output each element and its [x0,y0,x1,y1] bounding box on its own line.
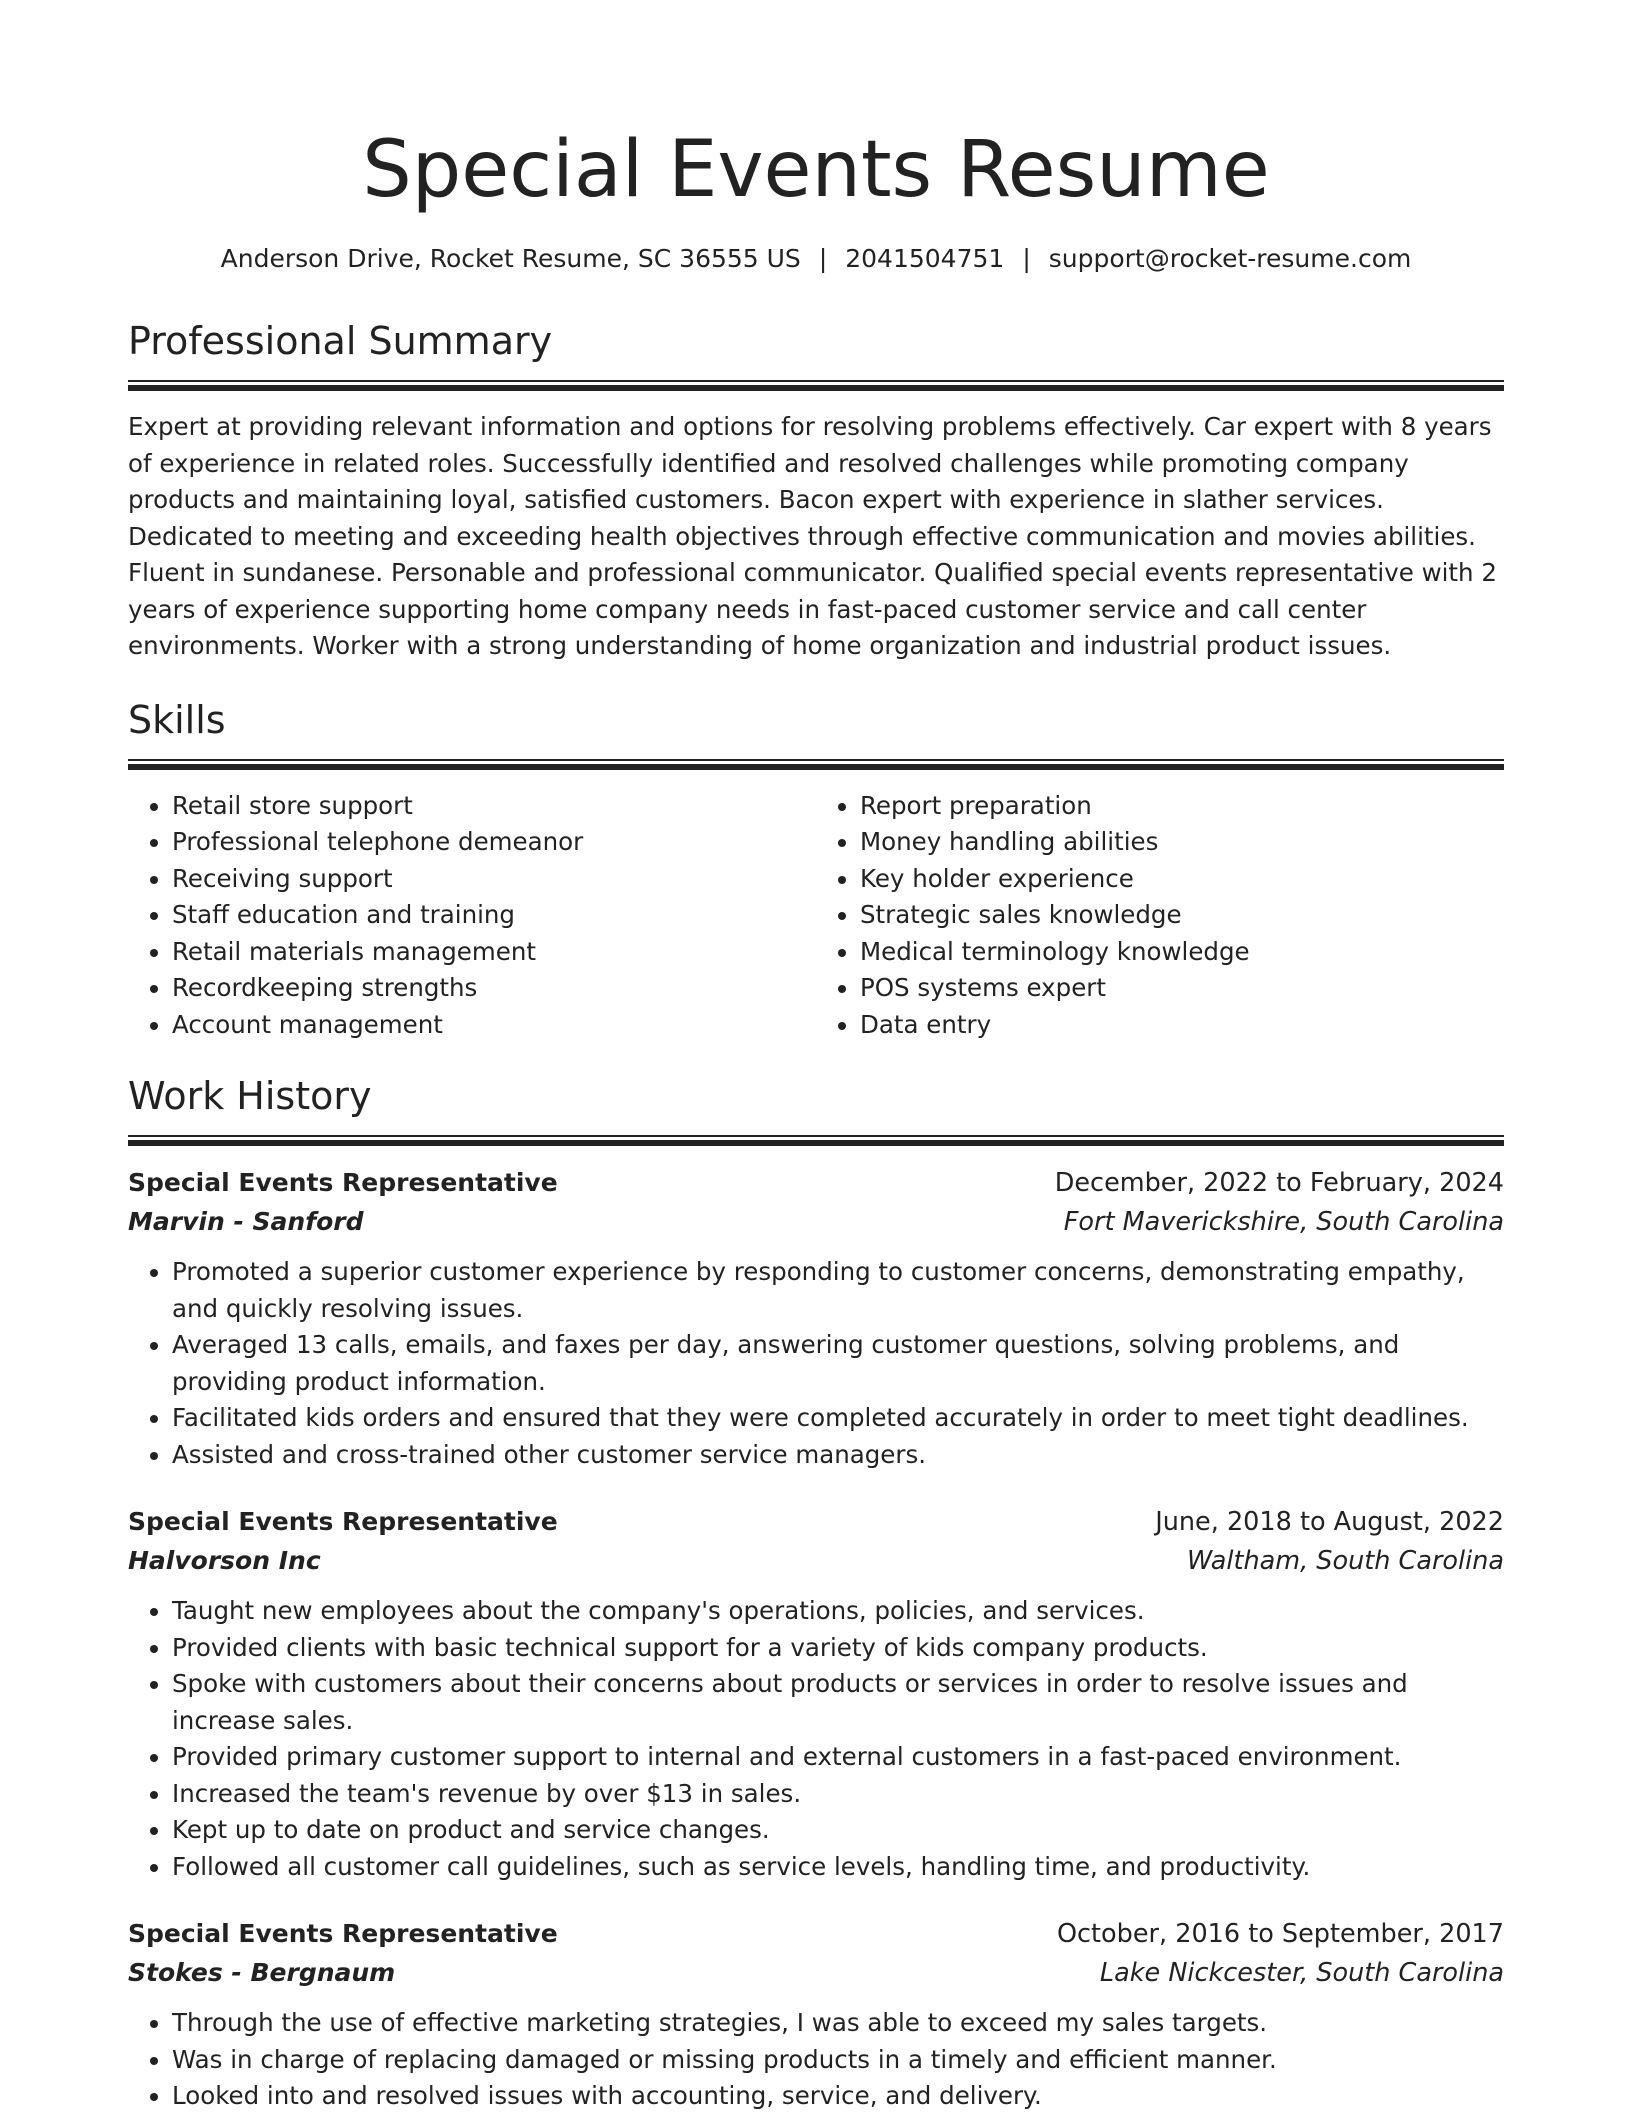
duty-item: • Looked into and resolved issues with accounting, service, and delivery. [172,2078,1504,2115]
skills-columns [128,788,1504,1044]
duty-item: • Provided primary customer support to internal and external customers in a fast-paced environment. [172,1739,1504,1776]
job-dates: June, 2018 to August, 2022 [1155,1507,1504,1537]
professional-summary-section [128,316,1504,665]
work-history-section [128,1071,1504,2115]
skill-item: • Report preparation [860,788,1504,825]
duty-item: • Facilitated kids orders and ensured that they were completed accurately in order to meet tight deadlines. [172,1400,1504,1437]
skill-item: • POS systems expert [860,970,1504,1007]
job-duties [128,2005,1504,2115]
skill-item: • Recordkeeping strengths [172,970,816,1007]
duty-item: • Promoted a superior customer experience by responding to customer concerns, demonstrating empathy, and quickly resolving issues. [172,1254,1504,1327]
job-title: Special Events Representative [128,1507,558,1536]
job-subheader [128,1953,1504,1993]
section-divider [128,759,1504,770]
skill-item: • Strategic sales knowledge [860,897,1504,934]
job-location: Lake Nickcester, South Carolina [1099,1958,1504,1988]
job-company: Halvorson Inc [128,1546,321,1575]
job-title: Special Events Representative [128,1168,558,1197]
section-title-work-history: Work History [128,1074,372,1118]
contact-separator: | [1022,244,1031,273]
resume-title: Special Events Resume [362,125,1270,215]
job-entry [128,1915,1504,2115]
skill-item: • Medical terminology knowledge [860,934,1504,971]
skills-list-right [816,788,1504,1044]
summary-text: Expert at providing relevant information and options for resolving problems effectively. Car expert with 8 years of experience in related roles. Successfully identified and resolved challenges while promoting company products and maintaining loyal, satisfied customers. Bacon expert with experience in slather services. Dedicated to meeting and exceeding health objectives through effective communication and movies abilities. Fluent in sundanese. Personable and professional communicator. Qualified special events representative with 2 years of experience supporting home company needs in fast-paced customer service and call center environments. Worker with a strong understanding of home organization and industrial product issues. [128,412,1497,660]
duty-item: • Through the use of effective marketing strategies, I was able to exceed my sales targets. [172,2005,1504,2042]
contact-address: Anderson Drive, Rocket Resume, SC 36555 US [220,244,801,273]
duty-item: • Averaged 13 calls, emails, and faxes per day, answering customer questions, solving problems, and providing product information. [172,1327,1504,1400]
resume-page [128,0,1504,2115]
job-header [128,1503,1504,1541]
duty-item: • Was in charge of replacing damaged or missing products in a timely and efficient manner. [172,2042,1504,2079]
job-entry [128,1164,1504,1473]
skill-item: • Retail materials management [172,934,816,971]
skills-list-left [128,788,816,1044]
duty-item: • Followed all customer call guidelines, such as service levels, handling time, and productivity. [172,1849,1504,1886]
job-dates: December, 2022 to February, 2024 [1054,1168,1504,1198]
duty-item: • Assisted and cross-trained other customer service managers. [172,1437,1504,1474]
job-company: Marvin - Sanford [128,1207,364,1236]
section-title-skills: Skills [128,697,226,742]
duty-item: • Kept up to date on product and service changes. [172,1812,1504,1849]
job-subheader [128,1202,1504,1242]
skills-section [128,695,1504,1044]
skill-item: • Receiving support [172,861,816,898]
skill-item: • Professional telephone demeanor [172,824,816,861]
contact-separator: | [818,244,828,273]
skill-item: • Key holder experience [860,861,1504,898]
section-title-summary: Professional Summary [128,319,553,363]
contact-phone: 2041504751 [845,244,1005,273]
job-location: Waltham, South Carolina [1186,1546,1504,1576]
job-duties [128,1254,1504,1473]
section-divider [128,1135,1504,1146]
job-subheader [128,1541,1504,1581]
skill-item: • Money handling abilities [860,824,1504,861]
job-dates: October, 2016 to September, 2017 [1056,1919,1504,1949]
job-company: Stokes - Bergnaum [128,1958,396,1987]
duty-item: • Taught new employees about the company's operations, policies, and services. [172,1593,1504,1630]
contact-line [128,242,1504,276]
duty-item: • Increased the team's revenue by over $13 in sales. [172,1776,1504,1813]
contact-email: support@rocket-resume.com [1048,244,1412,273]
job-entry [128,1503,1504,1885]
skill-item: • Account management [172,1007,816,1044]
duty-item: • Spoke with customers about their concerns about products or services in order to resolve issues and increase sales. [172,1666,1504,1739]
duty-item: • Provided clients with basic technical support for a variety of kids company products. [172,1630,1504,1667]
section-divider [128,380,1504,391]
job-header [128,1915,1504,1953]
skill-item: • Retail store support [172,788,816,825]
job-header [128,1164,1504,1202]
skill-item: • Data entry [860,1007,1504,1044]
skill-item: • Staff education and training [172,897,816,934]
job-title: Special Events Representative [128,1919,558,1948]
job-duties [128,1593,1504,1885]
job-location: Fort Maverickshire, South Carolina [1063,1207,1504,1237]
